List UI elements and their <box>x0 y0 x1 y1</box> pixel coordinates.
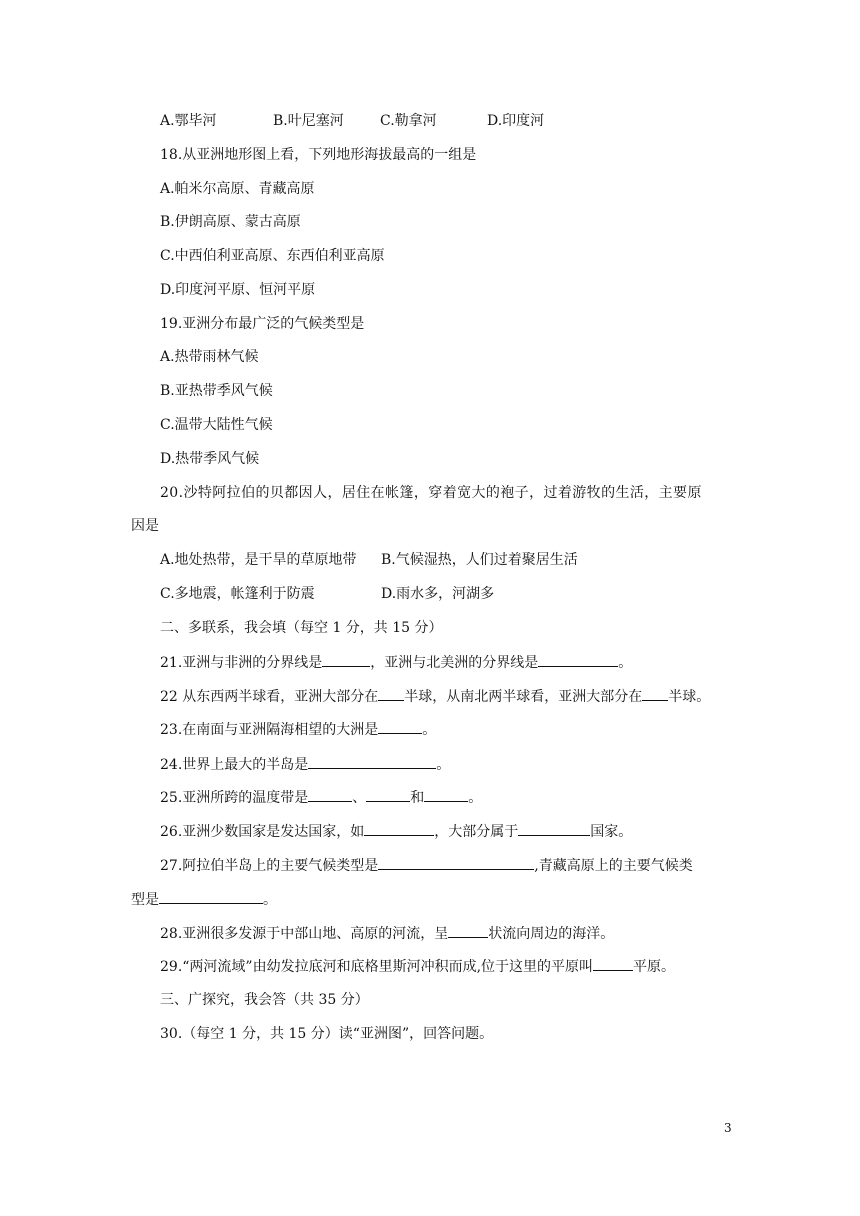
q20-options-row2 <box>160 584 720 604</box>
q18-option-b: B.伊朗高原、蒙古高原 <box>160 214 301 230</box>
q29-blank-1[interactable] <box>593 956 633 971</box>
q30-stem: 30.（每空 1 分，共 15 分）读“亚洲图”，回答问题。 <box>160 1026 494 1042</box>
q20-options-row1 <box>160 550 720 570</box>
q24: 24.世界上最大的半岛是 。 <box>160 754 450 775</box>
q20-option-c: C.多地震，帐篷利于防震 <box>160 586 315 602</box>
q17-option-c: C.勒拿河 <box>380 113 437 129</box>
q22-blank-1[interactable] <box>378 686 404 701</box>
q19-option-d: D.热带季风气候 <box>160 451 260 467</box>
q23: 23.在南面与亚洲隔海相望的大洲是 。 <box>160 719 436 740</box>
q19-option-a: A.热带雨林气候 <box>160 349 259 365</box>
q26-blank-1[interactable] <box>364 821 434 836</box>
q17-option-b: B.叶尼塞河 <box>273 113 344 129</box>
q23-blank-1[interactable] <box>378 719 422 734</box>
q21-blank-1[interactable] <box>322 652 370 667</box>
q18-stem: 18.从亚洲地形图上看，下列地形海拔最高的一组是 <box>160 147 477 163</box>
q18-option-c: C.中西伯利亚高原、东西伯利亚高原 <box>160 248 385 264</box>
q26: 26.亚洲少数国家是发达国家，如 ，大部分属于 国家。 <box>160 821 632 842</box>
q27-line1: 27.阿拉伯半岛上的主要气候类型是 ,青藏高原上的主要气候类 <box>160 855 693 876</box>
q19-option-b: B.亚热带季风气候 <box>160 383 273 399</box>
q17-options <box>160 111 720 131</box>
q20-stem-line1: 20.沙特阿拉伯的贝都因人，居住在帐篷，穿着宽大的袍子，过着游牧的生活，主要原 <box>160 485 702 501</box>
q17-option-d: D.印度河 <box>487 113 545 129</box>
q28: 28.亚洲很多发源于中部山地、高原的河流，呈 状流向周边的海洋。 <box>160 923 614 944</box>
q18-option-d: D.印度河平原、恒河平原 <box>160 282 316 298</box>
q29: 29.“两河流域”由幼发拉底河和底格里斯河冲积而成,位于这里的平原叫 平原。 <box>160 956 675 977</box>
section-3-heading: 三、广探究，我会答（共 35 分） <box>160 992 369 1008</box>
q20-option-d: D.雨水多，河湖多 <box>381 586 495 602</box>
q20-option-a: A.地处热带，是干旱的草原地带 <box>160 552 357 568</box>
q25-blank-1[interactable] <box>308 787 352 802</box>
q25-blank-3[interactable] <box>424 787 468 802</box>
q26-blank-2[interactable] <box>518 821 590 836</box>
q21-blank-2[interactable] <box>538 652 618 667</box>
q27-blank-1[interactable] <box>378 855 534 870</box>
q24-blank-1[interactable] <box>308 754 436 769</box>
q20-option-b: B.气候湿热，人们过着聚居生活 <box>381 552 578 568</box>
q22: 22 从东西两半球看，亚洲大部分在 半球，从南北两半球看，亚洲大部分在 半球。 <box>160 686 710 707</box>
q22-blank-2[interactable] <box>642 686 668 701</box>
q20-stem-line2: 因是 <box>131 518 159 534</box>
section-2-heading: 二、多联系，我会填（每空 1 分，共 15 分） <box>160 620 443 636</box>
q27-blank-2[interactable] <box>159 889 263 904</box>
q25: 25.亚洲所跨的温度带是 、 和 。 <box>160 787 482 808</box>
q18-option-a: A.帕米尔高原、青藏高原 <box>160 181 315 197</box>
q19-option-c: C.温带大陆性气候 <box>160 417 273 433</box>
q25-blank-2[interactable] <box>366 787 410 802</box>
q17-option-a: A.鄂毕河 <box>160 113 217 129</box>
q19-stem: 19.亚洲分布最广泛的气候类型是 <box>160 316 365 332</box>
page-number: 3 <box>724 1121 732 1135</box>
q21: 21.亚洲与非洲的分界线是 ，亚洲与北美洲的分界线是 。 <box>160 652 632 673</box>
q27-line2: 型是 。 <box>131 889 277 910</box>
q28-blank-1[interactable] <box>448 923 488 938</box>
